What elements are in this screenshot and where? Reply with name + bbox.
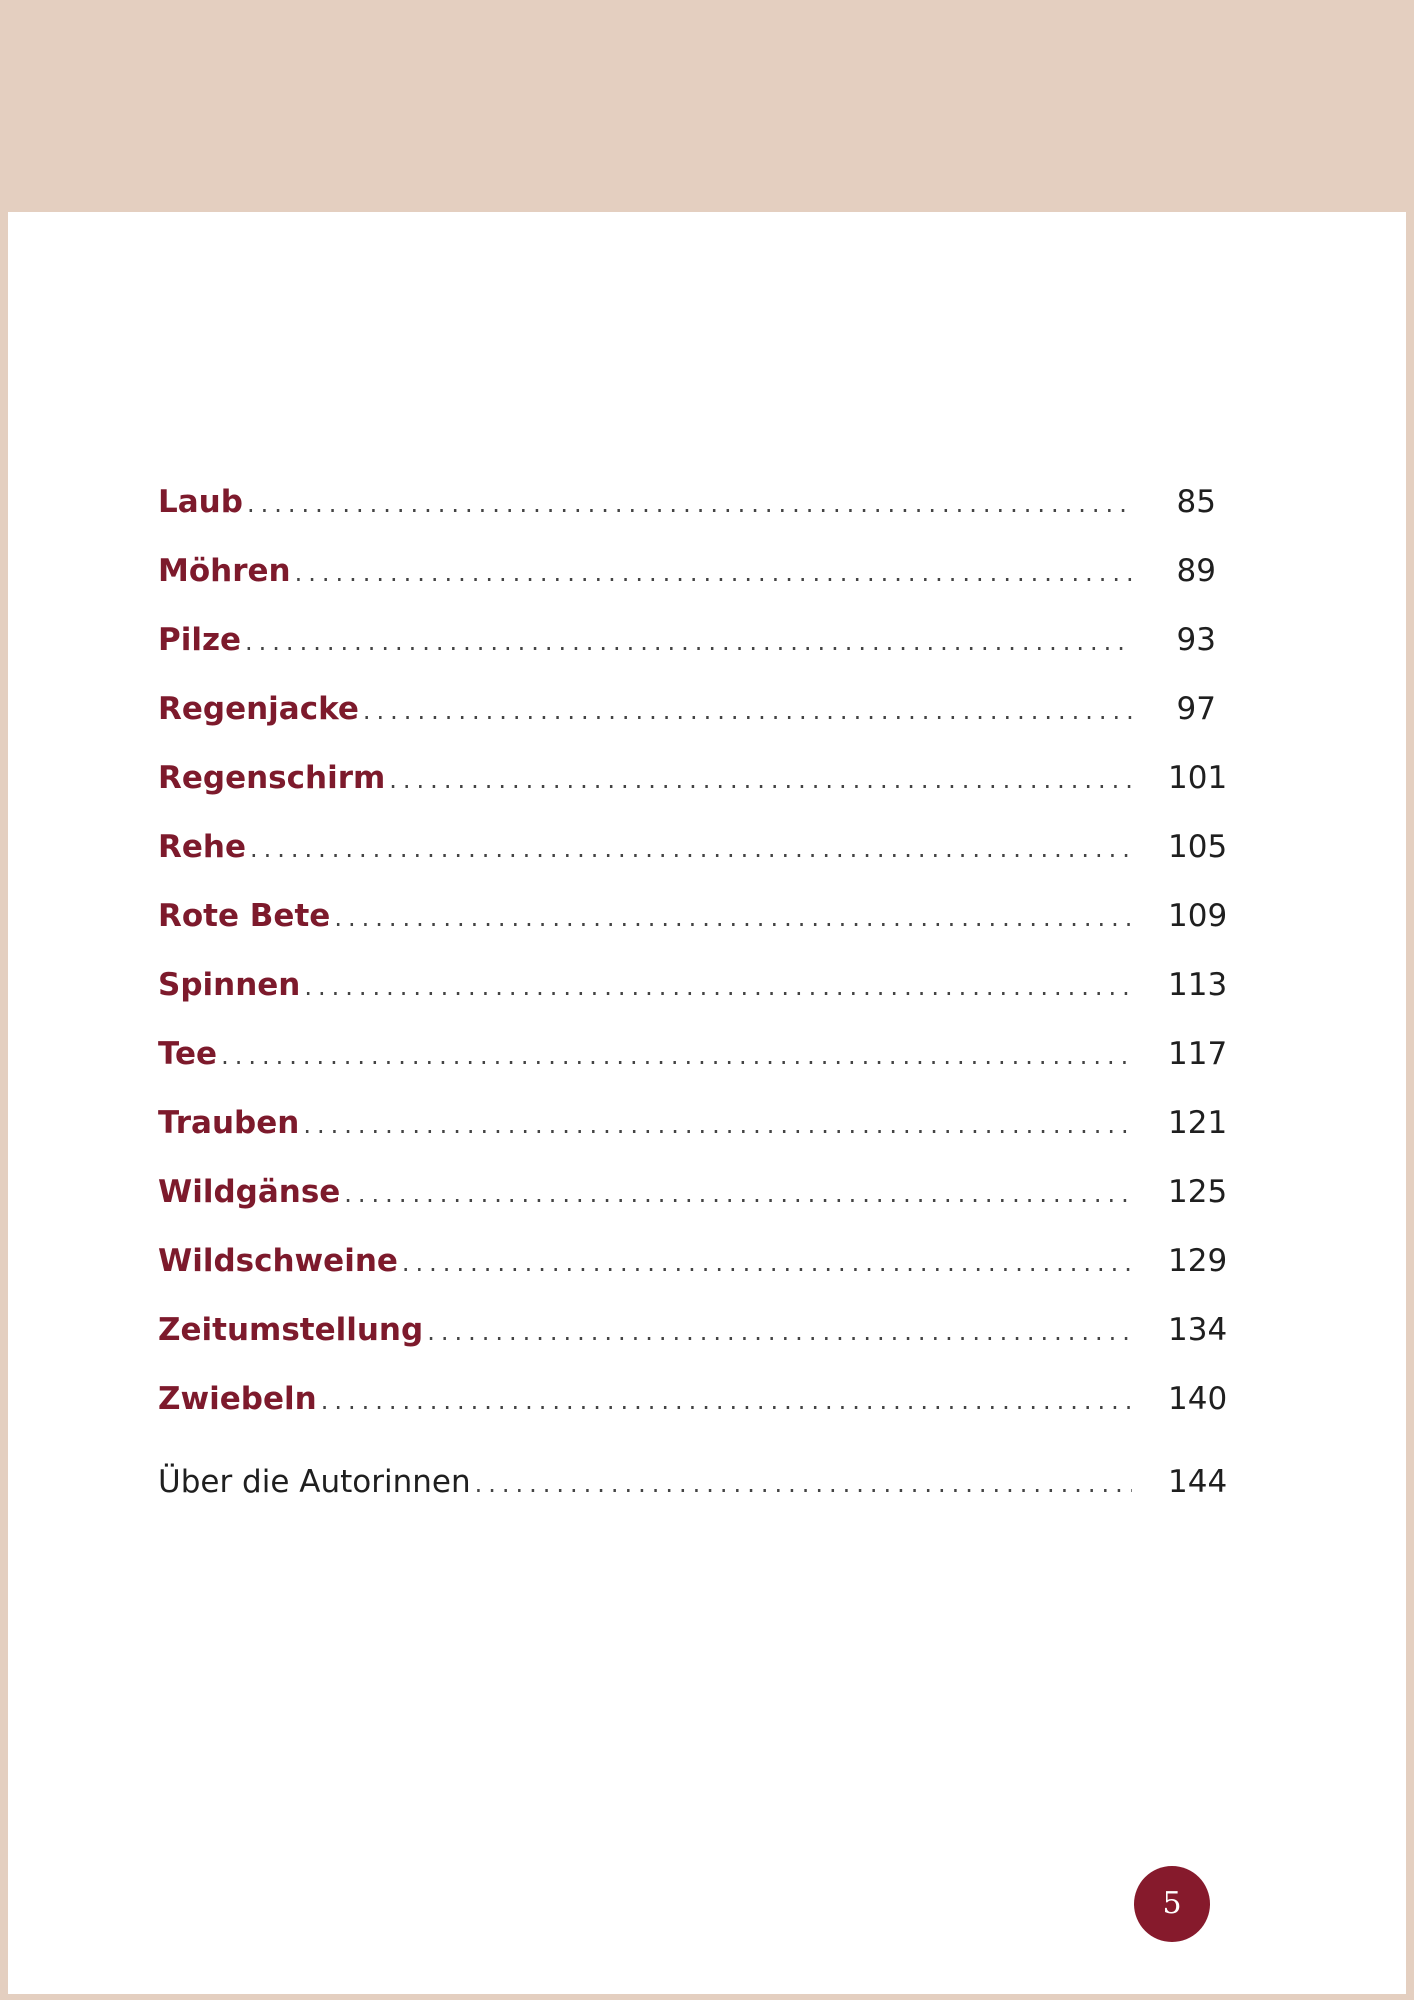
toc-entry-title: Zwiebeln <box>158 1381 317 1417</box>
dot-leader <box>221 1022 1132 1091</box>
toc-entry-title: Möhren <box>158 553 291 589</box>
toc-entry-ueber-die-autorinnen[interactable] <box>158 1448 1228 1517</box>
toc-entry-trauben[interactable] <box>158 1089 1228 1158</box>
toc-entry-title: Tee <box>158 1036 218 1072</box>
toc-entry-title: Rehe <box>158 829 246 865</box>
toc-entry-title: Wildschweine <box>158 1243 398 1279</box>
toc-entry-page: 117 <box>1168 1036 1228 1072</box>
toc-entry-page: 134 <box>1168 1312 1228 1348</box>
dot-leader <box>427 1298 1132 1367</box>
dot-leader <box>250 815 1132 884</box>
toc-entry-title: Regenschirm <box>158 760 386 796</box>
page-number-badge: 5 <box>1134 1866 1210 1942</box>
toc-entry-title: Zeitumstellung <box>158 1312 424 1348</box>
toc-entry-rehe[interactable] <box>158 813 1228 882</box>
toc-entry-pilze[interactable] <box>158 606 1216 675</box>
toc-entry-page: 101 <box>1168 760 1228 796</box>
dot-leader <box>475 1450 1132 1519</box>
page-sheet <box>8 212 1406 1994</box>
toc-entry-title: Spinnen <box>158 967 301 1003</box>
dot-leader <box>402 1229 1132 1298</box>
toc-entry-title: Über die Autorinnen <box>158 1464 471 1500</box>
dot-leader <box>295 539 1132 608</box>
toc-entry-title: Rote Bete <box>158 898 331 934</box>
dot-leader <box>389 746 1132 815</box>
toc-entry-page: 113 <box>1168 967 1228 1003</box>
toc-entry-page: 85 <box>1176 484 1216 520</box>
table-of-contents <box>158 468 1228 1517</box>
toc-entry-page: 109 <box>1168 898 1228 934</box>
dot-leader <box>363 677 1132 746</box>
dot-leader <box>304 953 1132 1022</box>
toc-entry-title: Laub <box>158 484 243 520</box>
toc-entry-page: 144 <box>1168 1464 1228 1500</box>
toc-entry-page: 121 <box>1168 1105 1228 1141</box>
toc-entry-spinnen[interactable] <box>158 951 1228 1020</box>
dot-leader <box>247 470 1132 539</box>
toc-entry-regenjacke[interactable] <box>158 675 1216 744</box>
toc-entry-zeitumstellung[interactable] <box>158 1296 1228 1365</box>
toc-entry-wildgaense[interactable] <box>158 1158 1228 1227</box>
dot-leader <box>321 1367 1132 1436</box>
toc-entry-laub[interactable] <box>158 468 1216 537</box>
toc-entry-page: 105 <box>1168 829 1228 865</box>
toc-entry-tee[interactable] <box>158 1020 1228 1089</box>
dot-leader <box>334 884 1132 953</box>
toc-entry-wildschweine[interactable] <box>158 1227 1228 1296</box>
toc-entry-moehren[interactable] <box>158 537 1216 606</box>
toc-entry-title: Pilze <box>158 622 242 658</box>
dot-leader <box>303 1091 1132 1160</box>
dot-leader <box>344 1160 1132 1229</box>
toc-entry-rote-bete[interactable] <box>158 882 1228 951</box>
toc-entry-title: Regenjacke <box>158 691 359 727</box>
toc-entry-page: 93 <box>1176 622 1216 658</box>
toc-entry-title: Wildgänse <box>158 1174 341 1210</box>
toc-entry-page: 125 <box>1168 1174 1228 1210</box>
toc-entry-regenschirm[interactable] <box>158 744 1228 813</box>
toc-entry-page: 97 <box>1176 691 1216 727</box>
toc-entry-page: 129 <box>1168 1243 1228 1279</box>
toc-entry-page: 140 <box>1168 1381 1228 1417</box>
toc-entry-zwiebeln[interactable] <box>158 1365 1228 1434</box>
toc-entry-title: Trauben <box>158 1105 300 1141</box>
dot-leader <box>245 608 1132 677</box>
toc-entry-page: 89 <box>1176 553 1216 589</box>
